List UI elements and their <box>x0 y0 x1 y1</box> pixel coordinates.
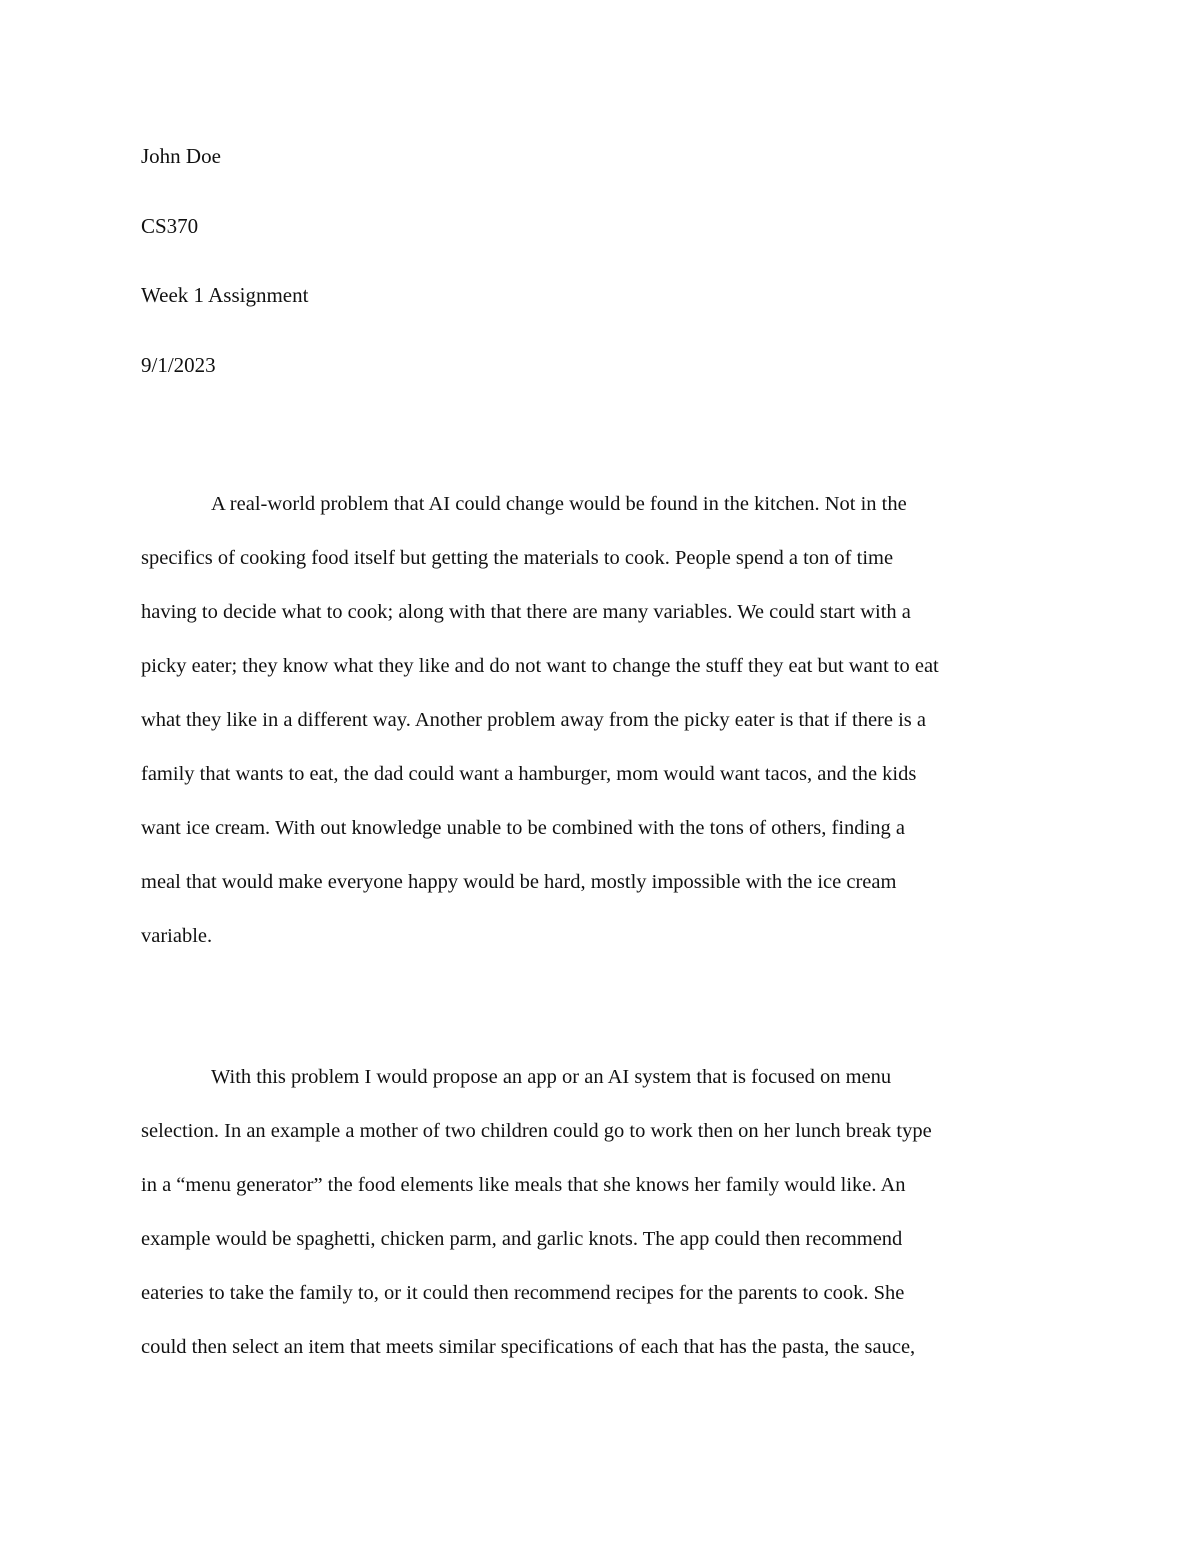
assignment-title: Week 1 Assignment <box>141 283 309 307</box>
paragraph-line: specifics of cooking food itself but getting the materials to cook. People spend a ton of time <box>141 547 894 569</box>
paragraph-line: in a “menu generator” the food elements like meals that she knows her family would like. An <box>141 1174 906 1196</box>
paragraph-line: selection. In an example a mother of two children could go to work then on her lunch break type <box>141 1120 932 1142</box>
submission-date: 9/1/2023 <box>141 353 216 377</box>
paragraph-line: With this problem I would propose an app or an AI system that is focused on menu <box>211 1066 892 1088</box>
paragraph-line: having to decide what to cook; along with that there are many variables. We could start with a <box>141 601 911 623</box>
paragraph-line: variable. <box>141 925 213 947</box>
paragraph-line: picky eater; they know what they like and do not want to change the stuff they eat but want to eat <box>141 655 939 677</box>
paragraph-proposal <box>141 1050 1061 1374</box>
paragraph-line: could then select an item that meets similar specifications of each that has the pasta, the sauce, <box>141 1336 916 1358</box>
paragraph-line: example would be spaghetti, chicken parm, and garlic knots. The app could then recommend <box>141 1228 903 1250</box>
paragraph-line: want ice cream. With out knowledge unable to be combined with the tons of others, finding a <box>141 817 905 839</box>
paragraph-line: eateries to take the family to, or it could then recommend recipes for the parents to cook. She <box>141 1282 905 1304</box>
paragraph-line: meal that would make everyone happy would be hard, mostly impossible with the ice cream <box>141 871 897 893</box>
author-name: John Doe <box>141 144 221 168</box>
paragraph-problem <box>141 477 1061 963</box>
paragraph-line: what they like in a different way. Another problem away from the picky eater is that if there is a <box>141 709 926 731</box>
course-code: CS370 <box>141 214 199 238</box>
paragraph-line: family that wants to eat, the dad could want a hamburger, mom would want tacos, and the kids <box>141 763 917 785</box>
paragraph-line: A real-world problem that AI could change would be found in the kitchen. Not in the <box>211 493 907 515</box>
